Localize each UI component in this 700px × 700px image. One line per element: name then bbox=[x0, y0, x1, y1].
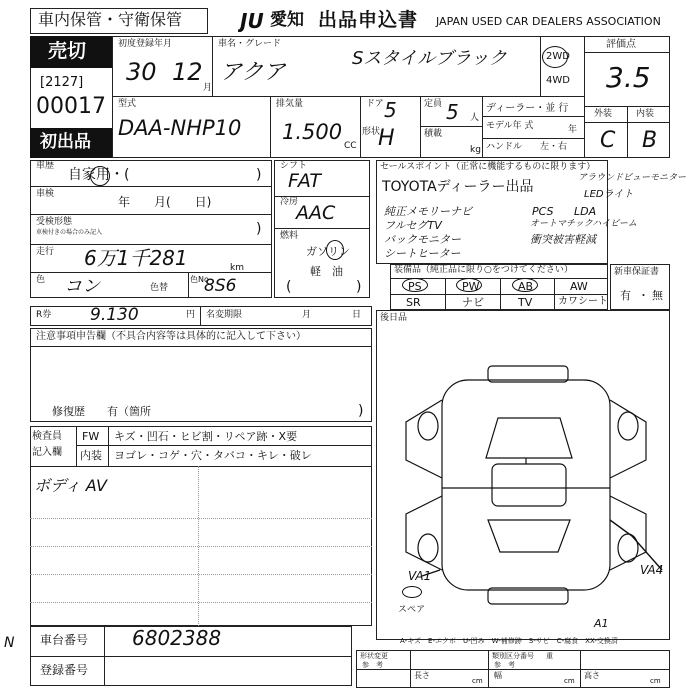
rating-score: 3.5 bbox=[606, 61, 651, 94]
equip-sr: SR bbox=[406, 296, 421, 309]
fuel-label: 燃料 bbox=[280, 231, 299, 241]
inspector-label: 検査員 bbox=[32, 431, 62, 442]
doors-label: ドア bbox=[366, 99, 384, 109]
car-damage-diagram bbox=[400, 360, 670, 620]
selling-point-5: バックモニター bbox=[384, 233, 461, 246]
height-label: 高さ bbox=[584, 671, 600, 680]
reg-number-label: 登録番号 bbox=[40, 663, 89, 677]
selling-point-3: 純正メモリーナビ bbox=[384, 205, 472, 218]
handle-options: 左・右 bbox=[540, 142, 568, 152]
name-change-day: 日 bbox=[352, 310, 362, 320]
inspection-value: 年 月( 日) bbox=[118, 195, 212, 209]
shift-value: FAT bbox=[288, 170, 322, 192]
drive-circle-mark bbox=[542, 46, 568, 68]
recycle-label: R券 bbox=[36, 310, 52, 320]
rear-item-label: 後日品 bbox=[380, 313, 408, 323]
selling-point-9: オートマチックハイビーム bbox=[530, 219, 637, 229]
inspector-handwritten: ボディ AV bbox=[34, 476, 107, 495]
reg-label: 初度登録年月 bbox=[118, 39, 173, 49]
svg-text:JU: JU bbox=[240, 9, 264, 32]
load-label: 積載 bbox=[424, 129, 443, 139]
reg-month-unit: 月 bbox=[203, 83, 213, 93]
inspector-row2-tag: 内装 bbox=[80, 449, 102, 462]
equip-ps: PS bbox=[408, 280, 422, 293]
car-model: アクア bbox=[220, 60, 286, 85]
inspector-label2: 記入欄 bbox=[32, 447, 62, 458]
load-unit: kg bbox=[470, 145, 481, 155]
equip-aw: AW bbox=[570, 280, 588, 293]
shape-value: H bbox=[378, 126, 395, 151]
form-subtitle: JAPAN USED CAR DEALERS ASSOCIATION bbox=[436, 15, 661, 28]
capacity-unit: 人 bbox=[470, 113, 480, 123]
mileage-value: 6万1千281 bbox=[84, 246, 188, 270]
color-change-label: 色替 bbox=[150, 283, 169, 293]
width-unit: cm bbox=[564, 677, 575, 685]
length-label: 長さ bbox=[414, 671, 430, 680]
height-unit: cm bbox=[650, 677, 661, 685]
equip-pw: PW bbox=[462, 280, 480, 293]
fuel-circle-mark bbox=[326, 240, 344, 260]
status-sold: 売切 bbox=[48, 40, 87, 62]
recycle-row bbox=[30, 306, 372, 326]
warranty-have: 有 bbox=[620, 289, 631, 302]
usage-label: 車歴 bbox=[36, 161, 55, 171]
color-value: コン bbox=[64, 276, 100, 297]
first-listing: 初出品 bbox=[40, 132, 91, 152]
org-name: 愛知 bbox=[270, 10, 304, 30]
form-title: 出品申込書 bbox=[318, 9, 419, 31]
mileage-unit: km bbox=[230, 263, 244, 273]
annot-a1: A1 bbox=[594, 617, 609, 630]
shape-label: 形状 bbox=[362, 127, 381, 137]
exterior-label: 外装 bbox=[594, 109, 613, 119]
drive-2wd: 2WD bbox=[546, 51, 570, 62]
fuel-diesel: 軽 油 bbox=[310, 265, 343, 278]
equip-ps-circle bbox=[402, 278, 428, 292]
reg-year: 30 bbox=[126, 58, 157, 86]
color-no-value: 8S6 bbox=[204, 276, 237, 296]
selling-point-8: LDA bbox=[574, 205, 597, 218]
category-label: 類別区分番号 bbox=[492, 652, 534, 660]
ac-label: 冷房 bbox=[280, 197, 299, 207]
receipt-label: 受検形態 bbox=[36, 217, 73, 227]
spare-tire-icon bbox=[402, 586, 422, 598]
displacement-value: 1.500 bbox=[282, 120, 343, 144]
type-value: DAA-NHP10 bbox=[118, 116, 242, 140]
color-label: 色 bbox=[36, 275, 46, 285]
model-year-unit: 年 bbox=[568, 125, 578, 135]
selling-point-10: 衝突被害軽減 bbox=[530, 233, 596, 246]
shape-change-label: 形状変更 bbox=[360, 652, 388, 660]
shift-label: シフト bbox=[280, 161, 308, 171]
displacement-label: 排気量 bbox=[276, 99, 304, 109]
dealer-label: ディーラー・並 行 bbox=[486, 103, 569, 114]
exterior-grade: C bbox=[600, 128, 616, 153]
reg-month: 12 bbox=[172, 58, 203, 86]
warranty-label: 新車保証書 bbox=[614, 267, 660, 277]
equip-pw-circle bbox=[456, 278, 482, 292]
ac-value: AAC bbox=[296, 202, 336, 224]
recycle-unit: 円 bbox=[186, 310, 196, 320]
doors-value: 5 bbox=[384, 98, 397, 122]
storage-label: 車内保管・守衛保管 bbox=[38, 10, 183, 29]
weight-label: 重 bbox=[546, 652, 553, 660]
drive-4wd: 4WD bbox=[546, 75, 570, 86]
annot-va4: VA4 bbox=[640, 563, 664, 577]
selling-point-2: LEDライト bbox=[584, 189, 634, 200]
usage-circle-mark bbox=[90, 166, 110, 186]
name-change-month: 月 bbox=[302, 310, 312, 320]
equip-seat: カワシート bbox=[558, 296, 608, 307]
capacity-value: 5 bbox=[446, 100, 459, 124]
equip-ab-circle bbox=[512, 278, 538, 292]
side-mark: N bbox=[4, 635, 15, 651]
recycle-value: 9.130 bbox=[90, 305, 139, 325]
car-name-label: 車名・グレード bbox=[218, 39, 282, 49]
type-label: 型式 bbox=[118, 99, 137, 109]
receipt-note: 車検付きの場合のみ記入 bbox=[36, 229, 103, 236]
selling-point-1: アラウンドビューモニター bbox=[578, 173, 687, 183]
selling-point-7: PCS bbox=[532, 205, 554, 218]
lot-number: 00017 bbox=[36, 94, 106, 119]
ref-label-2: 参 考 bbox=[494, 661, 515, 669]
damage-legend: A-キズ E-エクボ U-凹み W-補修跡 S-サビ C-腐食 XX-交換済 bbox=[400, 637, 618, 645]
warranty-none: 無 bbox=[652, 289, 663, 302]
chassis-number-value: 6802388 bbox=[132, 626, 222, 650]
lot-code: [2127] bbox=[40, 75, 84, 90]
selling-point-main: TOYOTAディーラー出品 bbox=[382, 179, 534, 195]
model-year-label: モデル年 式 bbox=[486, 121, 534, 131]
displacement-unit: CC bbox=[344, 141, 357, 151]
width-label: 幅 bbox=[494, 671, 502, 680]
repair-label: 修復歴 有（箇所 bbox=[52, 405, 151, 418]
rating-label: 評価点 bbox=[606, 39, 636, 50]
spare-label: スペア bbox=[398, 605, 426, 615]
interior-label: 内装 bbox=[636, 109, 655, 119]
mileage-label: 走行 bbox=[36, 247, 55, 257]
handle-label: ハンドル bbox=[486, 142, 523, 152]
inspector-row1: キズ・凹石・ヒビ割・リペア跡・X要 bbox=[114, 430, 298, 443]
equip-tv: TV bbox=[518, 296, 533, 309]
inspection-label: 車検 bbox=[36, 189, 55, 199]
selling-points-label: セールスポイント（正常に機能するものに限ります） bbox=[380, 162, 596, 172]
annot-va1: VA1 bbox=[408, 569, 432, 583]
equipment-label: 装備品（純正品に限り○をつけてください） bbox=[394, 265, 573, 275]
inspector-row2: ヨゴレ・コゲ・穴・タバコ・キレ・破レ bbox=[114, 449, 312, 462]
fuel-gas: ガソリン bbox=[306, 245, 350, 258]
usage-value: 自家用・( bbox=[68, 167, 130, 183]
car-grade: Sスタイルブラック bbox=[352, 48, 507, 69]
interior-grade: B bbox=[642, 128, 658, 153]
length-unit: cm bbox=[472, 677, 483, 685]
color-no-label: 色No bbox=[190, 275, 209, 284]
selling-point-4: フルセグTV bbox=[384, 219, 442, 232]
equip-navi: ナビ bbox=[462, 296, 484, 309]
ref-label: 参 考 bbox=[362, 661, 383, 669]
equip-ab: AB bbox=[518, 280, 534, 293]
notes-label: 注意事項申告欄（不具合内容等は具体的に記入して下さい） bbox=[36, 331, 306, 342]
inspector-row1-tag: FW bbox=[82, 430, 100, 443]
usage-close: ) bbox=[256, 167, 262, 183]
capacity-label: 定員 bbox=[424, 99, 443, 109]
selling-point-6: シートヒーター bbox=[384, 247, 461, 260]
chassis-number-label: 車台番号 bbox=[40, 633, 89, 647]
name-change-label: 名変期限 bbox=[206, 310, 243, 320]
